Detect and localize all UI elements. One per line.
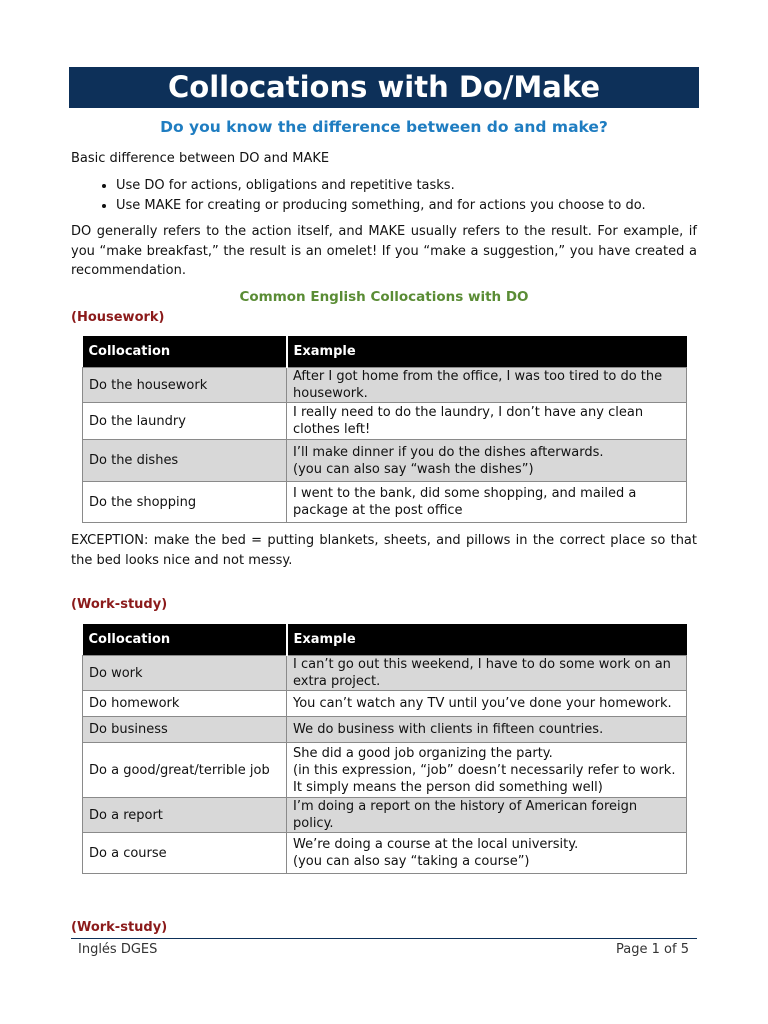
example-cell: I really need to do the laundry, I don’t have any clean clothes left! <box>287 403 687 440</box>
collocation-cell: Do the laundry <box>83 403 287 440</box>
collocation-cell: Do the housework <box>83 368 287 403</box>
explanation-paragraph: DO generally refers to the action itself, and MAKE usually refers to the result. For example, if you “make breakfast,” the result is an omelet! If you “make a suggestion,” you have created a recommendation. <box>71 224 697 278</box>
collocation-cell: Do a report <box>83 798 287 833</box>
table-row <box>83 482 687 523</box>
collocation-cell: Do the dishes <box>83 440 287 482</box>
example-cell: We’re doing a course at the local university. (you can also say “taking a course”) <box>287 833 687 874</box>
table-row <box>83 798 687 833</box>
column-header: Collocation <box>83 624 287 656</box>
example-cell: I’ll make dinner if you do the dishes afterwards. (you can also say “wash the dishes”) <box>287 440 687 482</box>
collocation-cell: Do business <box>83 717 287 743</box>
exception-note: EXCEPTION: make the bed = putting blankets, sheets, and pillows in the correct place so that the bed looks nice and not messy. <box>71 533 697 568</box>
page-number: Page 1 of 5 <box>616 942 689 957</box>
category-next: (Work-study) <box>71 920 168 935</box>
example-cell: After I got home from the office, I was too tired to do the housework. <box>287 368 687 403</box>
collocation-cell: Do a course <box>83 833 287 874</box>
work-study-table <box>82 624 687 874</box>
example-cell: She did a good job organizing the party. (in this expression, “job” doesn’t necessarily refer to work. It simply means the person did something well) <box>287 743 687 798</box>
column-header: Example <box>287 624 687 656</box>
table-row <box>83 743 687 798</box>
list-item: • Use DO for actions, obligations and repetitive tasks. <box>116 176 716 196</box>
intro-text: Basic difference between DO and MAKE <box>71 151 330 166</box>
table-row <box>83 368 687 403</box>
section-title: Common English Collocations with DO <box>239 289 529 305</box>
collocation-cell: Do work <box>83 656 287 691</box>
table-row <box>83 833 687 874</box>
table-row <box>83 440 687 482</box>
category-housework: (Housework) <box>71 310 165 325</box>
column-header: Example <box>287 336 687 368</box>
table-row <box>83 717 687 743</box>
difference-list <box>71 176 716 216</box>
table-row <box>83 656 687 691</box>
category-work-study: (Work-study) <box>71 597 168 612</box>
footer-divider <box>71 938 697 939</box>
page-subtitle: Do you know the difference between do and make? <box>160 118 608 136</box>
table-row <box>83 691 687 717</box>
housework-table <box>82 336 687 523</box>
example-cell: You can’t watch any TV until you’ve done your homework. <box>287 691 687 717</box>
collocation-cell: Do the shopping <box>83 482 287 523</box>
footer-course: Inglés DGES <box>78 942 158 957</box>
collocation-cell: Do homework <box>83 691 287 717</box>
page-title: Collocations with Do/Make <box>69 67 699 108</box>
example-cell: I’m doing a report on the history of American foreign policy. <box>287 798 687 833</box>
example-cell: I can’t go out this weekend, I have to do some work on an extra project. <box>287 656 687 691</box>
collocation-cell: Do a good/great/terrible job <box>83 743 287 798</box>
example-cell: We do business with clients in fifteen countries. <box>287 717 687 743</box>
example-cell: I went to the bank, did some shopping, and mailed a package at the post office <box>287 482 687 523</box>
list-item: • Use MAKE for creating or producing something, and for actions you choose to do. <box>116 196 716 216</box>
table-row <box>83 403 687 440</box>
column-header: Collocation <box>83 336 287 368</box>
